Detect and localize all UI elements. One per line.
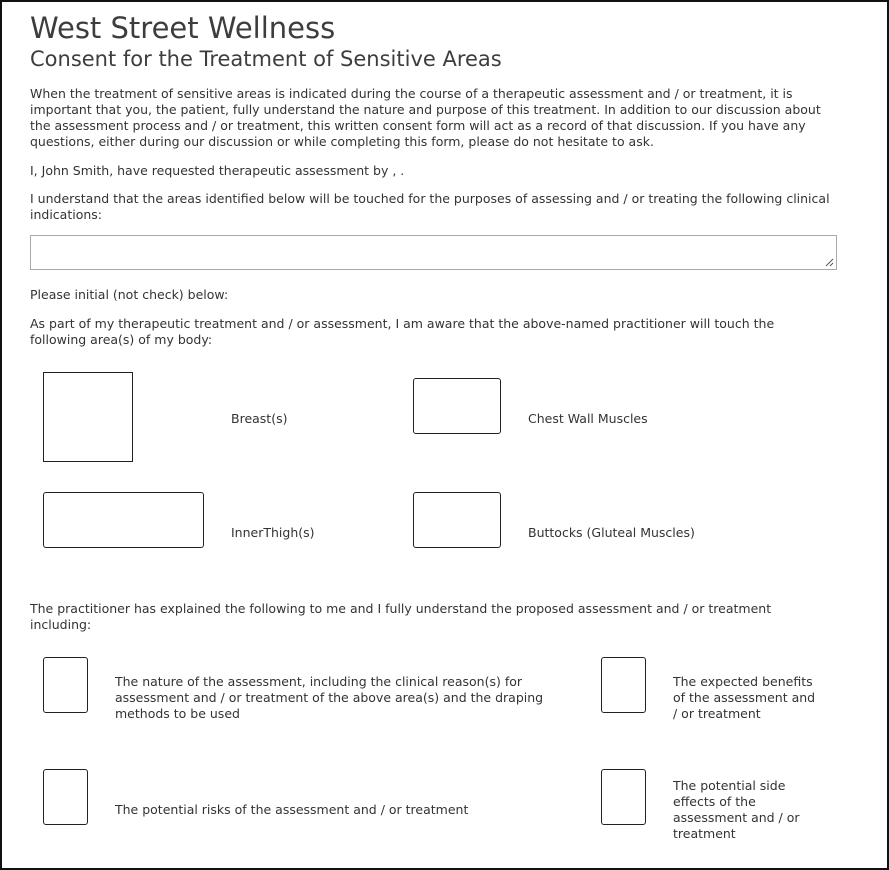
intro-paragraph: When the treatment of sensitive areas is indicated during the course of a therapeutic assessment and / or treatment, it is important that you, the patient, fully understand the nature and purpose of this treatment. In addition to our discussion about the assessment process and / or treatment, this written consent form will act as a record of that discussion. If you have any questions, either during our discussion or while completing this form, please do not hesitate to ask. — [30, 86, 821, 149]
form-title: Consent for the Treatment of Sensitive Areas — [30, 47, 502, 71]
initial-instruction: Please initial (not check) below: — [30, 287, 229, 302]
aware-statement: As part of my therapeutic treatment and / or assessment, I am aware that the above-named practitioner will touch the following area(s) of my body: — [30, 316, 775, 347]
clinic-name: West Street Wellness — [30, 11, 336, 45]
buttocks-initial-input[interactable] — [413, 492, 501, 548]
side-effects-label: The potential side effects of the assessment and / or treatment — [673, 778, 800, 841]
understand-statement: I understand that the areas identified below will be touched for the purposes of assessing and / or treating the following clinical indications: — [30, 191, 830, 222]
risks-initial-input[interactable] — [43, 769, 88, 825]
explained-statement: The practitioner has explained the following to me and I fully understand the proposed assessment and / or treatment including: — [30, 601, 772, 632]
chest-wall-initial-input[interactable] — [413, 378, 501, 434]
inner-thighs-label: InnerThigh(s) — [231, 525, 315, 540]
buttocks-label: Buttocks (Gluteal Muscles) — [528, 525, 695, 540]
request-statement: I, John Smith, have requested therapeutic assessment by , . — [30, 163, 405, 178]
benefits-initial-input[interactable] — [601, 657, 646, 713]
nature-initial-input[interactable] — [43, 657, 88, 713]
inner-thighs-initial-input[interactable] — [43, 492, 204, 548]
risks-label: The potential risks of the assessment and / or treatment — [115, 802, 469, 817]
side-effects-initial-input[interactable] — [601, 769, 646, 825]
chest-wall-label: Chest Wall Muscles — [528, 411, 648, 426]
breasts-initial-input[interactable] — [43, 372, 133, 462]
benefits-label: The expected benefits of the assessment and / or treatment — [673, 674, 816, 721]
nature-label: The nature of the assessment, including the clinical reason(s) for assessment and / or treatment of the above area(s) and the draping methods to be used — [115, 674, 544, 721]
breasts-label: Breast(s) — [231, 411, 288, 426]
clinical-indications-textarea[interactable] — [30, 235, 837, 270]
